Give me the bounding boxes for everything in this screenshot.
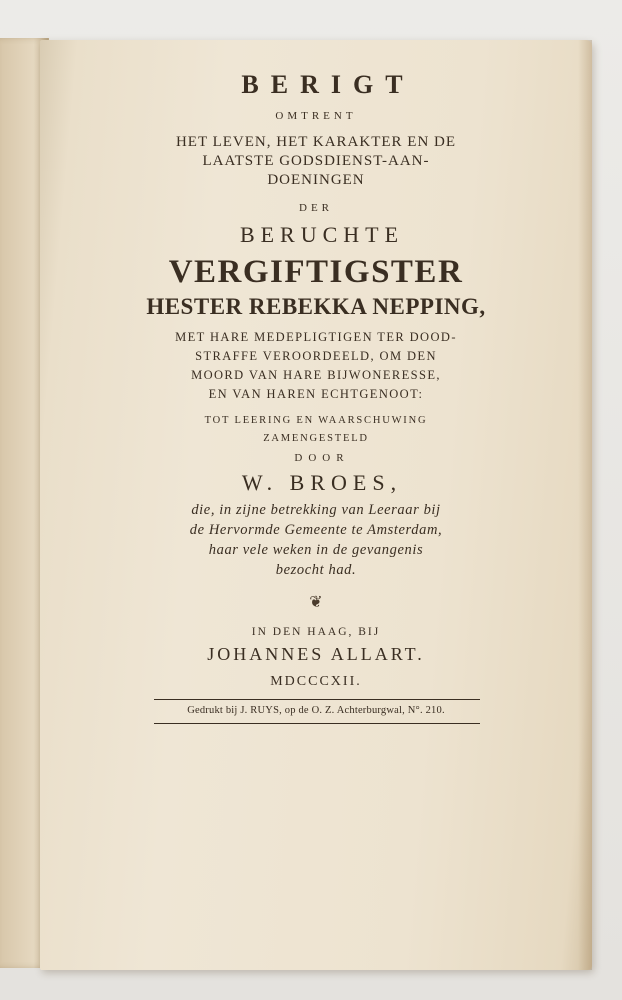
author-note-line-3: haar vele weken in de gevangenis xyxy=(208,542,424,558)
door-line: DOOR xyxy=(294,452,350,464)
omtrent-line: OMTRENT xyxy=(275,110,357,122)
book-title: BERIGT xyxy=(241,70,415,99)
title-page-text xyxy=(40,0,592,930)
description-line-2: STRAFFE VEROORDEELD, OM DEN xyxy=(195,349,437,363)
subject-name: HESTER REBEKKA NEPPING, xyxy=(146,294,486,319)
printer-rule-bottom xyxy=(154,723,480,724)
fleuron-ornament-icon: ❦ xyxy=(309,594,323,611)
author-note-line-1: die, in zijne betrekking van Leeraar bij xyxy=(191,502,441,518)
description-line-4: EN VAN HAREN ECHTGENOOT: xyxy=(208,387,424,401)
der-line: DER xyxy=(299,202,333,214)
description-line-1: MET HARE MEDEPLIGTIGEN TER DOOD- xyxy=(175,330,457,344)
printer-line: Gedrukt bij J. RUYS, op de O. Z. Achterburgwal, N°. 210. xyxy=(187,705,445,716)
subtitle-line-1: HET LEVEN, HET KARAKTER EN DE xyxy=(175,134,457,150)
imprint-place: IN DEN HAAG, BIJ xyxy=(251,626,381,638)
beruchte-line: BERUCHTE xyxy=(239,222,405,247)
description-line-3: MOORD VAN HARE BIJWONERESSE, xyxy=(191,368,441,382)
purpose-line-2: ZAMENGESTELD xyxy=(263,433,369,444)
publisher-name: JOHANNES ALLART. xyxy=(207,644,425,664)
author-name: W. BROES, xyxy=(241,470,403,495)
publication-year: MDCCCXII. xyxy=(270,674,362,689)
author-note-line-4: bezocht had. xyxy=(275,562,357,578)
subtitle-line-3: DOENINGEN xyxy=(267,172,365,188)
vergiftigster-heading: VERGIFTIGSTER xyxy=(168,254,464,290)
author-note-line-2: de Hervormde Gemeente te Amsterdam, xyxy=(189,522,443,538)
purpose-line-1: TOT LEERING EN WAARSCHUWING xyxy=(204,415,428,426)
printer-rule-top xyxy=(154,699,480,700)
subtitle-line-2: LAATSTE GODSDIENST-AAN- xyxy=(202,153,430,169)
